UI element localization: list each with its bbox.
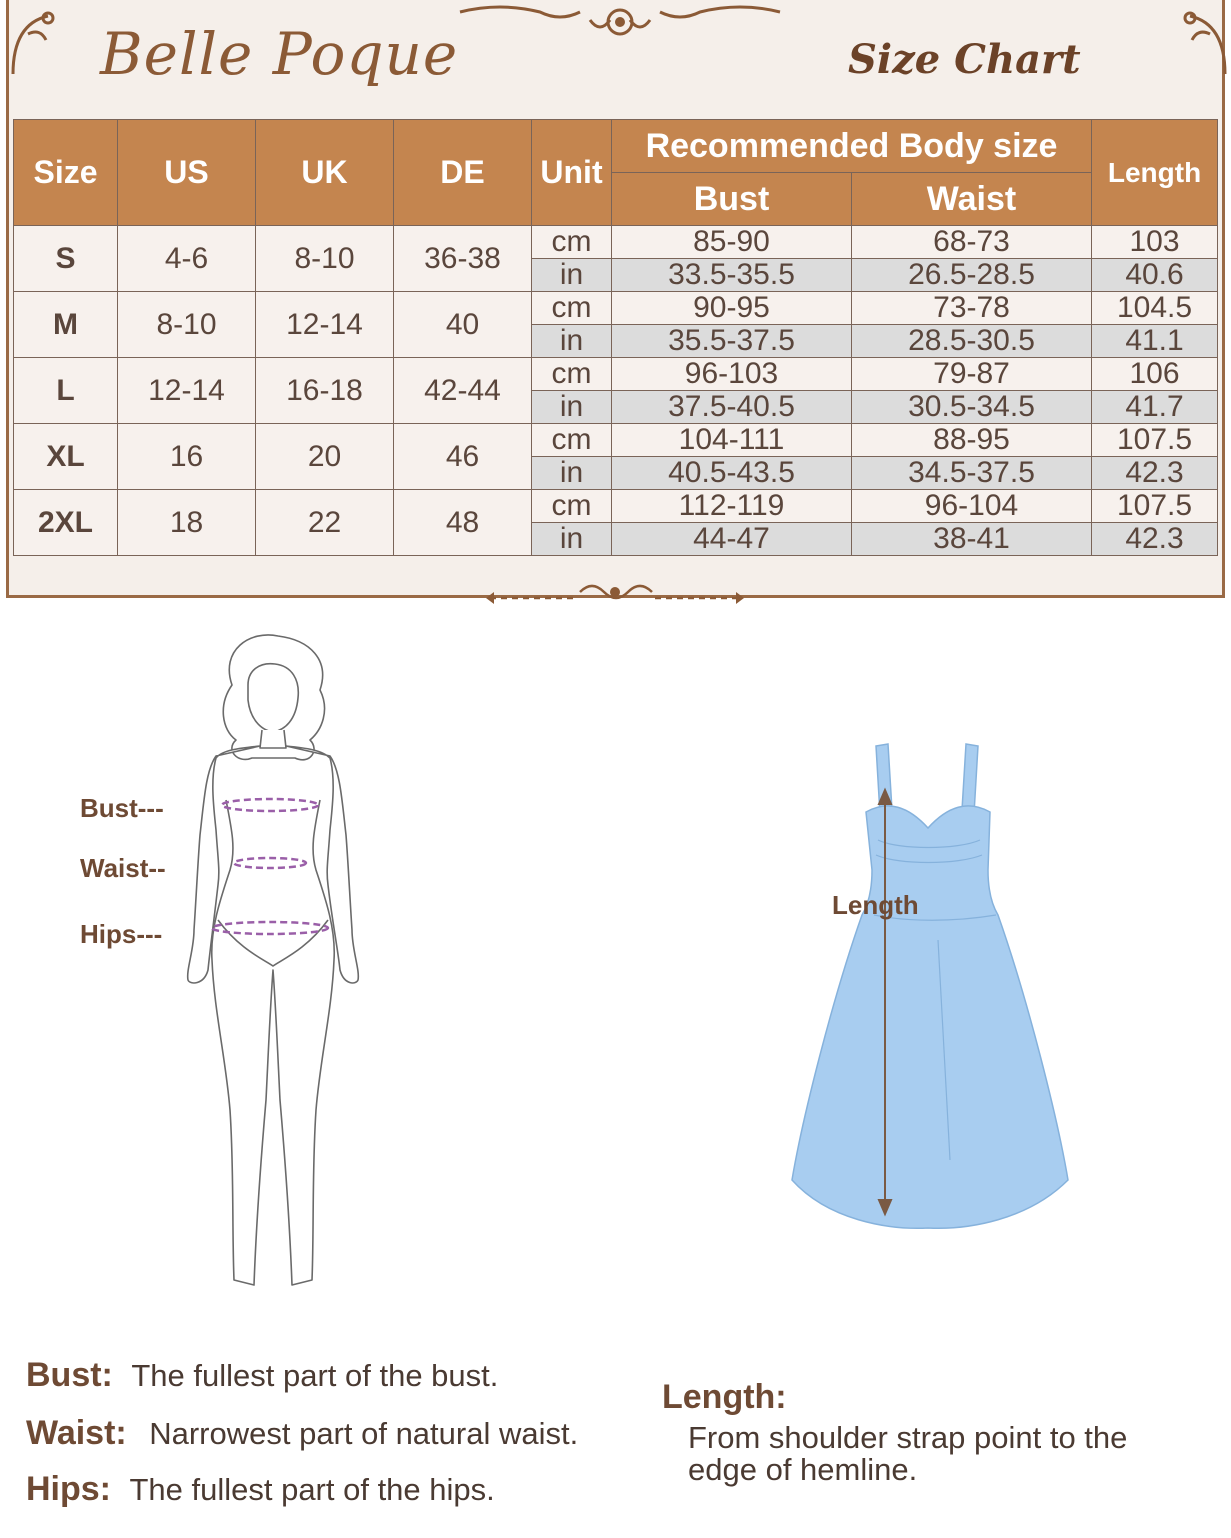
header-bust: Bust <box>612 173 852 226</box>
unit-value: in <box>532 259 612 292</box>
bust-value: 112-119 <box>612 490 852 523</box>
unit-value: in <box>532 457 612 490</box>
length-value: 104.5 <box>1092 292 1218 325</box>
size-value: S <box>14 226 118 292</box>
header-size: Size <box>14 120 118 226</box>
length-value: 42.3 <box>1092 457 1218 490</box>
uk-value: 22 <box>256 490 394 556</box>
uk-value: 12-14 <box>256 292 394 358</box>
unit-value: cm <box>532 292 612 325</box>
bust-text: The fullest part of the bust. <box>131 1358 499 1393</box>
top-ornament-icon <box>440 0 800 50</box>
waist-value: 73-78 <box>852 292 1092 325</box>
length-value: 107.5 <box>1092 490 1218 523</box>
length-value: 106 <box>1092 358 1218 391</box>
length-text-line-2: edge of hemline. <box>688 1452 918 1487</box>
waist-value: 79-87 <box>852 358 1092 391</box>
uk-value: 16-18 <box>256 358 394 424</box>
body-figure-icon <box>170 630 380 1300</box>
de-value: 40 <box>394 292 532 358</box>
waist-value: 28.5-30.5 <box>852 325 1092 358</box>
unit-value: cm <box>532 358 612 391</box>
us-value: 4-6 <box>118 226 256 292</box>
us-value: 18 <box>118 490 256 556</box>
waist-label: Waist-- <box>80 853 166 883</box>
waist-value: 30.5-34.5 <box>852 391 1092 424</box>
bust-term: Bust: <box>26 1356 113 1394</box>
size-value: 2XL <box>14 490 118 556</box>
header-waist: Waist <box>852 173 1092 226</box>
waist-text: Narrowest part of natural waist. <box>149 1416 579 1451</box>
waist-value: 34.5-37.5 <box>852 457 1092 490</box>
waist-value: 26.5-28.5 <box>852 259 1092 292</box>
de-value: 42-44 <box>394 358 532 424</box>
page-title: Size Chart <box>848 36 1081 83</box>
length-label: Length <box>832 890 919 920</box>
corner-ornament-right-icon <box>1140 4 1230 84</box>
size-value: M <box>14 292 118 358</box>
de-value: 46 <box>394 424 532 490</box>
header-uk: UK <box>256 120 394 226</box>
hips-text: The fullest part of the hips. <box>129 1472 495 1507</box>
header-recommended-body-size: Recommended Body size <box>612 120 1092 173</box>
table-row <box>14 358 1218 391</box>
unit-value: in <box>532 523 612 556</box>
definition-bust <box>26 1356 498 1395</box>
uk-value: 20 <box>256 424 394 490</box>
waist-term: Waist: <box>26 1414 127 1452</box>
header-length: Length <box>1092 120 1218 226</box>
bust-value: 37.5-40.5 <box>612 391 852 424</box>
bust-value: 96-103 <box>612 358 852 391</box>
header-unit: Unit <box>532 120 612 226</box>
hips-label: Hips--- <box>80 919 163 949</box>
definition-hips <box>26 1470 495 1509</box>
waist-value: 96-104 <box>852 490 1092 523</box>
unit-value: cm <box>532 424 612 457</box>
length-value: 107.5 <box>1092 424 1218 457</box>
bust-value: 35.5-37.5 <box>612 325 852 358</box>
unit-value: in <box>532 391 612 424</box>
unit-value: cm <box>532 490 612 523</box>
us-value: 8-10 <box>118 292 256 358</box>
us-value: 16 <box>118 424 256 490</box>
size-value: L <box>14 358 118 424</box>
hips-term: Hips: <box>26 1470 111 1508</box>
corner-ornament-left-icon <box>8 4 98 84</box>
length-term: Length: <box>662 1378 787 1416</box>
length-value: 40.6 <box>1092 259 1218 292</box>
table-row <box>14 490 1218 523</box>
header-de: DE <box>394 120 532 226</box>
length-value: 103 <box>1092 226 1218 259</box>
header-us: US <box>118 120 256 226</box>
length-text-line-1: From shoulder strap point to the <box>688 1420 1128 1455</box>
table-row <box>14 424 1218 457</box>
bust-label: Bust--- <box>80 793 164 823</box>
de-value: 36-38 <box>394 226 532 292</box>
us-value: 12-14 <box>118 358 256 424</box>
definition-waist <box>26 1414 578 1453</box>
table-row <box>14 226 1218 259</box>
unit-value: in <box>532 325 612 358</box>
bust-value: 33.5-35.5 <box>612 259 852 292</box>
unit-value: cm <box>532 226 612 259</box>
length-value: 41.7 <box>1092 391 1218 424</box>
waist-value: 68-73 <box>852 226 1092 259</box>
size-value: XL <box>14 424 118 490</box>
bust-value: 104-111 <box>612 424 852 457</box>
length-value: 42.3 <box>1092 523 1218 556</box>
size-table <box>13 119 1218 556</box>
bust-value: 90-95 <box>612 292 852 325</box>
length-value: 41.1 <box>1092 325 1218 358</box>
de-value: 48 <box>394 490 532 556</box>
bust-value: 44-47 <box>612 523 852 556</box>
bust-value: 85-90 <box>612 226 852 259</box>
bottom-ornament-icon <box>480 578 750 612</box>
uk-value: 8-10 <box>256 226 394 292</box>
waist-value: 38-41 <box>852 523 1092 556</box>
brand-logo: Belle Poque <box>100 20 459 88</box>
waist-value: 88-95 <box>852 424 1092 457</box>
dress-icon <box>788 740 1072 1230</box>
table-row <box>14 292 1218 325</box>
bust-value: 40.5-43.5 <box>612 457 852 490</box>
